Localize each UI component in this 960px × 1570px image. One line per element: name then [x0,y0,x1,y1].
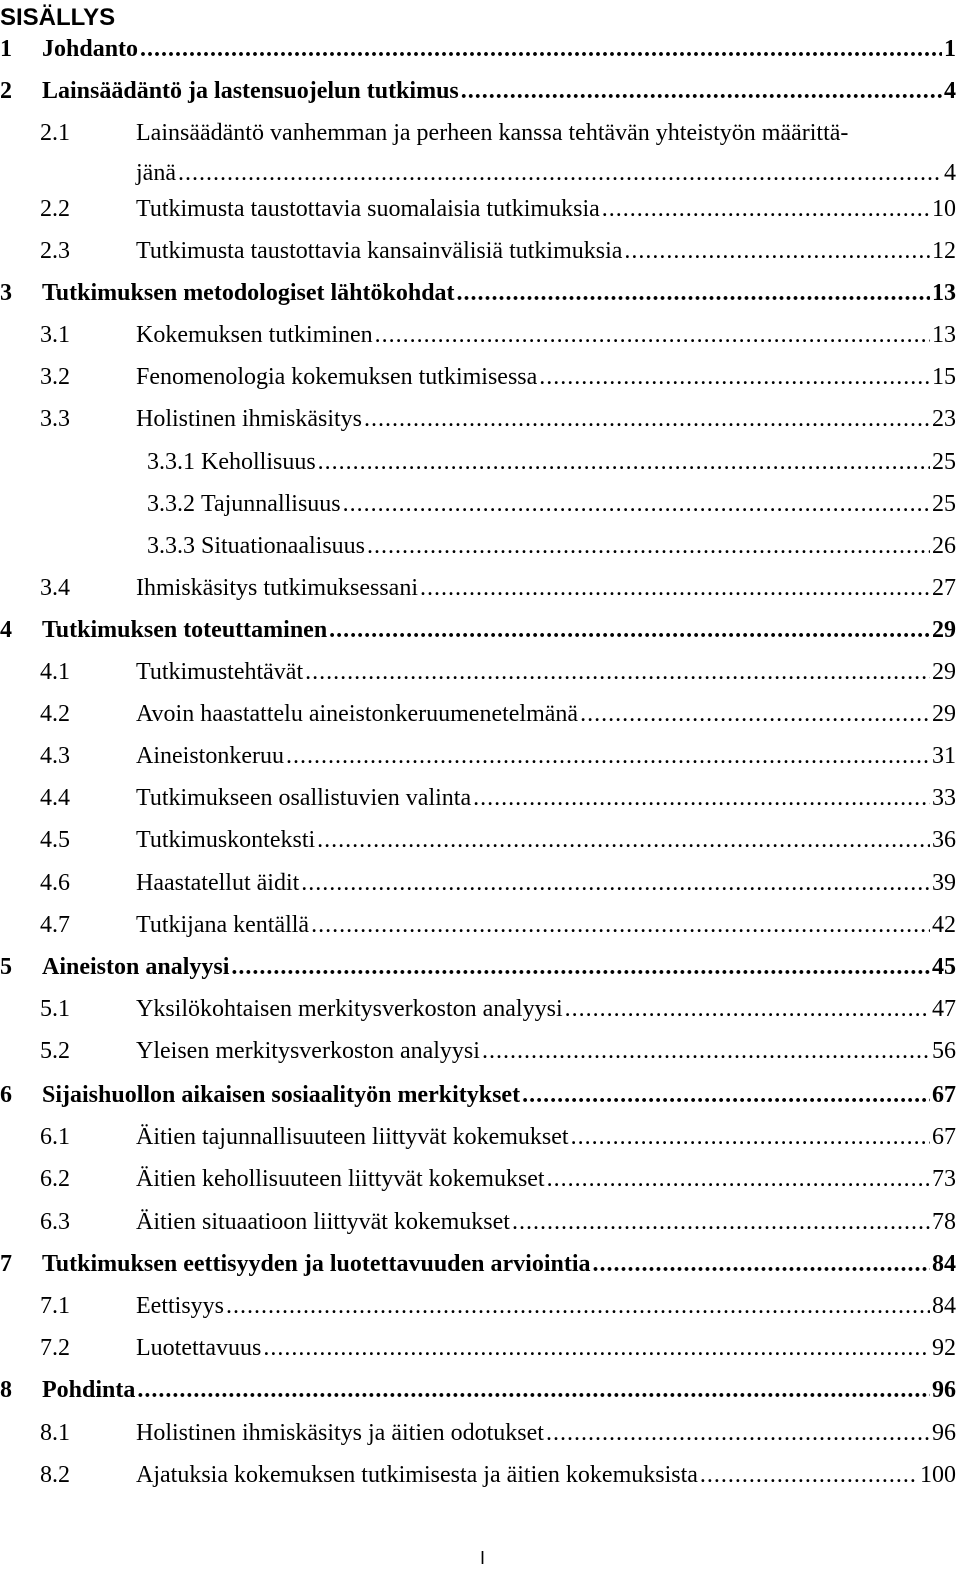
toc-entry-page: 47 [932,996,956,1022]
dot-leader [457,278,930,308]
toc-entry[interactable] [40,362,956,392]
toc-entry-page: 45 [932,954,956,980]
dot-leader [263,1333,930,1363]
toc-entry[interactable] [40,118,956,148]
dot-leader [482,1036,930,1066]
toc-entry-title: Aineiston analyysi [42,954,230,980]
dot-leader [593,1249,930,1279]
toc-entry-page: 13 [932,280,956,306]
toc-entry-page: 29 [932,701,956,727]
toc-entry-number: 4.6 [40,870,70,896]
toc-entry[interactable] [147,489,956,519]
toc-entry-page: 1 [944,36,956,62]
toc-entry[interactable] [0,1375,956,1405]
dot-leader [317,825,930,855]
toc-entry[interactable] [0,1080,956,1110]
toc-entry[interactable] [40,1164,956,1194]
dot-leader [231,952,930,982]
dot-leader [420,573,930,603]
dot-leader [301,868,930,898]
toc-entry[interactable] [0,952,956,982]
toc-heading: SISÄLLYS [0,4,116,31]
toc-entry-number: 6.3 [40,1209,70,1235]
toc-entry-number: 3.1 [40,322,70,348]
toc-entry-page: 96 [932,1420,956,1446]
toc-entry-number: 4.3 [40,743,70,769]
toc-entry[interactable] [0,615,956,645]
toc-entry-number: 1 [0,36,12,62]
dot-leader [375,320,930,350]
toc-entry[interactable] [40,1418,956,1448]
toc-entry-title-continuation: jänä [136,160,176,186]
toc-entry-title: Äitien situaatioon liittyvät kokemukset [136,1209,510,1235]
toc-entry[interactable] [40,194,956,224]
toc-entry-title: Tutkimuskonteksti [136,827,316,853]
toc-entry-title: Äitien tajunnallisuuteen liittyvät kokemukset [136,1124,569,1150]
toc-entry-number: 7 [0,1251,12,1277]
toc-entry-page: 31 [932,743,956,769]
toc-entry-title: Avoin haastattelu aineistonkeruumenetelmänä [136,701,579,727]
toc-entry-title: Kehollisuus [201,449,316,475]
toc-entry[interactable] [40,1460,956,1490]
dot-leader [311,910,930,940]
dot-leader [286,741,930,771]
toc-entry[interactable] [40,320,956,350]
toc-entry-title: Tutkimusta taustottavia kansainvälisiä tutkimuksia [136,238,623,264]
toc-entry-number: 4 [0,617,12,643]
toc-entry-page: 100 [920,1462,956,1488]
toc-entry-title: Äitien kehollisuuteen liittyvät kokemukset [136,1166,545,1192]
toc-entry-number: 2.1 [40,120,70,146]
toc-entry[interactable] [40,741,956,771]
toc-entry-title: Johdanto [42,36,139,62]
dot-leader [473,783,930,813]
toc-entry-page: 84 [932,1251,956,1277]
dot-leader [367,531,930,561]
toc-entry-page: 10 [932,196,956,222]
dot-leader [137,1375,930,1405]
toc-entry-number: 3.3.3 [147,533,195,559]
dot-leader [305,657,930,687]
toc-entry-number: 7.2 [40,1335,70,1361]
toc-entry-page: 39 [932,870,956,896]
toc-entry-number: 6 [0,1082,12,1108]
dot-leader [140,34,942,64]
toc-entry[interactable] [40,783,956,813]
toc-entry-number: 4.2 [40,701,70,727]
toc-entry-number: 4.1 [40,659,70,685]
toc-entry-title: Fenomenologia kokemuksen tutkimisessa [136,364,538,390]
toc-entry-page: 29 [932,617,956,643]
toc-entry[interactable] [0,34,956,64]
toc-entry-page: 78 [932,1209,956,1235]
toc-entry-number: 4.4 [40,785,70,811]
toc-entry[interactable] [40,1333,956,1363]
toc-entry-page: 56 [932,1038,956,1064]
toc-entry[interactable] [40,404,956,434]
dot-leader [522,1080,930,1110]
toc-entry-page: 15 [932,364,956,390]
toc-entry-title: Lainsäädäntö ja lastensuojelun tutkimus [42,78,459,104]
toc-entry-title: Ihmiskäsitys tutkimuksessani [136,575,418,601]
toc-entry-page: 92 [932,1335,956,1361]
page-number-roman: I [480,1548,486,1568]
toc-entry-page: 23 [932,406,956,432]
toc-entry-page: 25 [932,491,956,517]
dot-leader [512,1207,930,1237]
toc-entry[interactable] [40,910,956,940]
toc-entry[interactable] [40,1036,956,1066]
toc-entry-title: Tajunnallisuus [201,491,341,517]
toc-entry-number: 2.3 [40,238,70,264]
toc-entry-title: Yleisen merkitysverkoston analyysi [136,1038,480,1064]
dot-leader [178,158,942,188]
toc-entry-number: 4.5 [40,827,70,853]
toc-entry-title: Holistinen ihmiskäsitys [136,406,363,432]
toc-entry-title: Tutkimuksen toteuttaminen [42,617,328,643]
toc-entry-page: 4 [944,160,956,186]
toc-entry[interactable] [40,699,956,729]
toc-entry-number: 7.1 [40,1293,70,1319]
toc-entry-number: 3.4 [40,575,70,601]
dot-leader [547,1164,930,1194]
toc-entry-title: Lainsäädäntö vanhemman ja perheen kanssa tehtävän yhteistyön määrittä- [136,120,849,146]
toc-entry-number: 5.1 [40,996,70,1022]
toc-entry-number: 4.7 [40,912,70,938]
toc-entry-number: 8 [0,1377,12,1403]
toc-entry-number: 3.2 [40,364,70,390]
toc-entry-number: 6.2 [40,1166,70,1192]
toc-entry-title: Tutkimusta taustottavia suomalaisia tutkimuksia [136,196,600,222]
toc-entry-title: Holistinen ihmiskäsitys ja äitien odotukset [136,1420,544,1446]
toc-entry-page: 12 [932,238,956,264]
toc-entry-page: 42 [932,912,956,938]
toc-entry-page: 26 [932,533,956,559]
toc-entry-number: 8.2 [40,1462,70,1488]
toc-entry[interactable] [40,657,956,687]
toc-entry-number: 3 [0,280,12,306]
toc-entry-number: 5 [0,954,12,980]
toc-entry-title: Tutkimukseen osallistuvien valinta [136,785,472,811]
dot-leader [343,489,930,519]
toc-entry-number: 6.1 [40,1124,70,1150]
toc-entry-title: Ajatuksia kokemuksen tutkimisesta ja äitien kokemuksista [136,1462,698,1488]
toc-entry[interactable] [40,1207,956,1237]
dot-leader [700,1460,918,1490]
toc-entry-number: 3.3.2 [147,491,195,517]
toc-entry-page: 13 [932,322,956,348]
toc-entry[interactable] [40,573,956,603]
toc-entry-number: 2.2 [40,196,70,222]
toc-entry-number: 5.2 [40,1038,70,1064]
toc-entry-title: Luotettavuus [136,1335,262,1361]
toc-entry-page: 29 [932,659,956,685]
toc-entry-page: 36 [932,827,956,853]
toc-entry-title: Aineistonkeruu [136,743,284,769]
toc-entry[interactable] [40,868,956,898]
dot-leader [624,236,930,266]
toc-entry-number: 2 [0,78,12,104]
toc-entry-number: 3.3.1 [147,449,195,475]
dot-leader [364,404,930,434]
toc-entry-page: 67 [932,1124,956,1150]
toc-entry-title: Eettisyys [136,1293,224,1319]
toc-entry[interactable] [0,278,956,308]
toc-entry-page: 33 [932,785,956,811]
toc-entry[interactable] [147,531,956,561]
toc-entry-continuation[interactable] [40,158,956,188]
dot-leader [329,615,930,645]
toc-entry-title: Tutkimustehtävät [136,659,304,685]
dot-leader [539,362,930,392]
dot-leader [571,1122,930,1152]
toc-entry[interactable] [147,447,956,477]
dot-leader [565,994,930,1024]
dot-leader [602,194,930,224]
toc-entry[interactable] [40,1122,956,1152]
toc-entry-page: 73 [932,1166,956,1192]
toc-entry-page: 67 [932,1082,956,1108]
toc-entry-page: 25 [932,449,956,475]
dot-leader [546,1418,930,1448]
toc-entry-page: 96 [932,1377,956,1403]
toc-entry-title: Situationaalisuus [201,533,365,559]
toc-entry[interactable] [40,236,956,266]
toc-entry-title: Pohdinta [42,1377,136,1403]
dot-leader [461,76,942,106]
dot-leader [226,1291,930,1321]
toc-entry-page: 4 [944,78,956,104]
toc-entry[interactable] [0,76,956,106]
toc-entry[interactable] [40,994,956,1024]
toc-entry-title: Sijaishuollon aikaisen sosiaalityön merkitykset [42,1082,521,1108]
toc-entry-title: Kokemuksen tutkiminen [136,322,373,348]
toc-entry[interactable] [0,1249,956,1279]
toc-entry-title: Tutkijana kentällä [136,912,310,938]
dot-leader [318,447,930,477]
dot-leader [580,699,930,729]
toc-entry[interactable] [40,825,956,855]
toc-entry-page: 27 [932,575,956,601]
toc-entry-title: Tutkimuksen metodologiset lähtökohdat [42,280,455,306]
toc-entry-title: Haastatellut äidit [136,870,300,896]
toc-entry-title: Tutkimuksen eettisyyden ja luotettavuuden arviointia [42,1251,591,1277]
toc-entry[interactable] [40,1291,956,1321]
toc-entry-number: 3.3 [40,406,70,432]
toc-entry-title: Yksilökohtaisen merkitysverkoston analyysi [136,996,563,1022]
toc-entry-page: 84 [932,1293,956,1319]
toc-entry-number: 8.1 [40,1420,70,1446]
